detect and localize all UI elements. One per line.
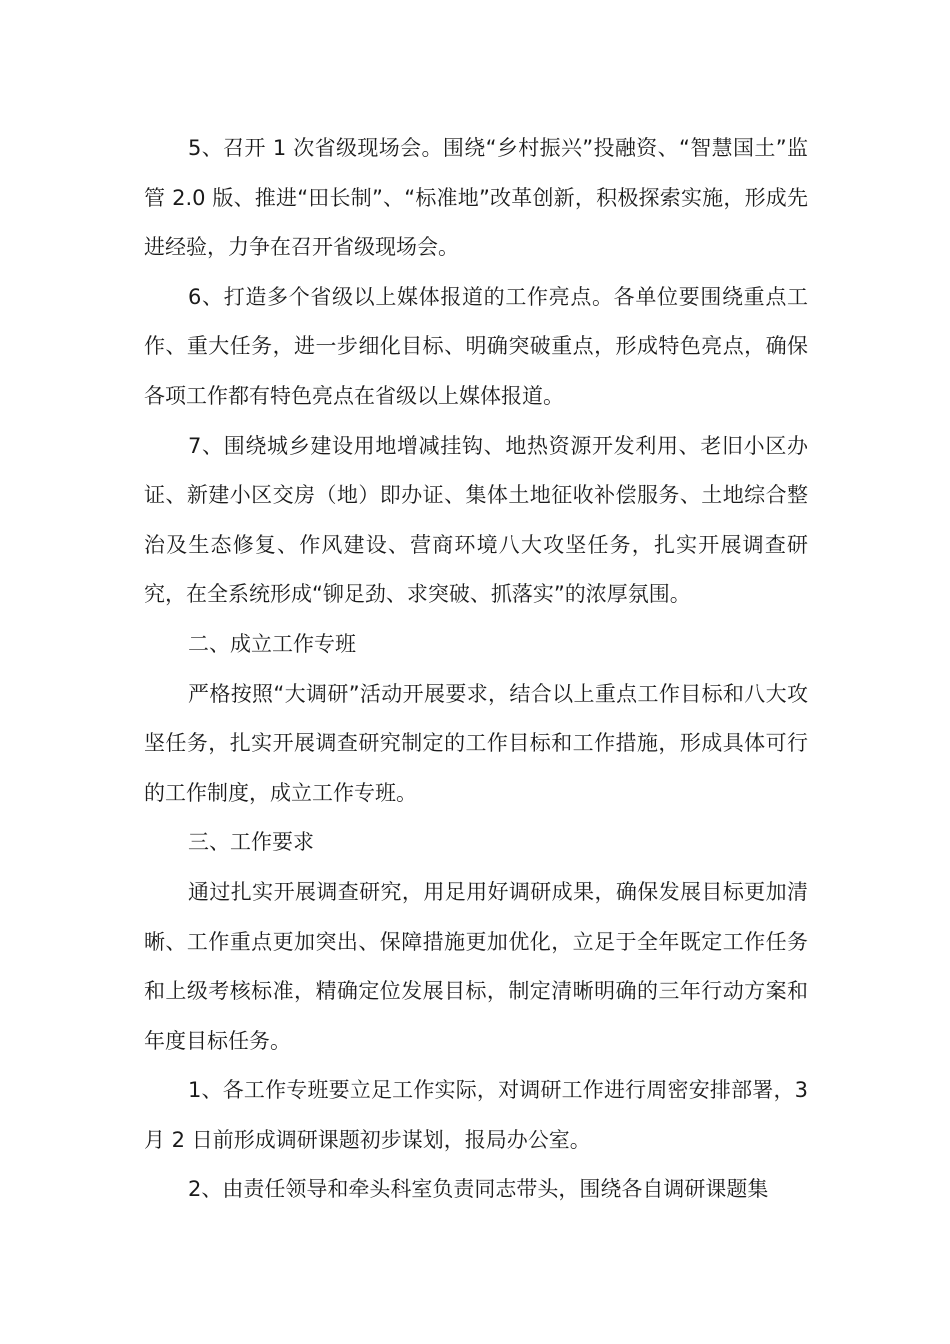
document-body <box>144 124 808 1215</box>
paragraph-item-7: 7、围绕城乡建设用地增减挂钩、地热资源开发利用、老旧小区办证、新建小区交房（地）即办证、集体土地征收补偿服务、土地综合整治及生态修复、作风建设、营商环境八大攻坚任务，扎实开展调查研究，在全系统形成“铆足劲、求突破、抓落实”的浓厚氛围。 <box>144 433 808 607</box>
paragraph-item-5: 5、召开 1 次省级现场会。围绕“乡村振兴”投融资、“智慧国土”监管 2.0 版、推进“田长制”、“标准地”改革创新，积极探索实施，形成先进经验，力争在召开省级现场会。 <box>144 136 808 260</box>
paragraph-item-6: 6、打造多个省级以上媒体报道的工作亮点。各单位要围绕重点工作、重大任务，进一步细化目标、明确突破重点，形成特色亮点，确保各项工作都有特色亮点在省级以上媒体报道。 <box>144 284 808 408</box>
section-heading-2: 二、成立工作专班 <box>188 631 356 656</box>
paragraph-section-3: 通过扎实开展调查研究，用足用好调研成果，确保发展目标更加清晰、工作重点更加突出、保障措施更加优化，立足于全年既定工作任务和上级考核标准，精确定位发展目标，制定清晰明确的三年行动方案和年度目标任务。 <box>144 879 808 1053</box>
paragraph-requirement-1: 1、各工作专班要立足工作实际，对调研工作进行周密安排部署，3 月 2 日前形成调研课题初步谋划，报局办公室。 <box>144 1078 808 1152</box>
section-heading-3: 三、工作要求 <box>188 830 314 855</box>
paragraph-requirement-2: 2、由责任领导和牵头科室负责同志带头，围绕各自调研课题集 <box>188 1177 769 1202</box>
paragraph-section-2: 严格按照“大调研”活动开展要求，结合以上重点工作目标和八大攻坚任务，扎实开展调查研究制定的工作目标和工作措施，形成具体可行的工作制度，成立工作专班。 <box>144 681 808 805</box>
